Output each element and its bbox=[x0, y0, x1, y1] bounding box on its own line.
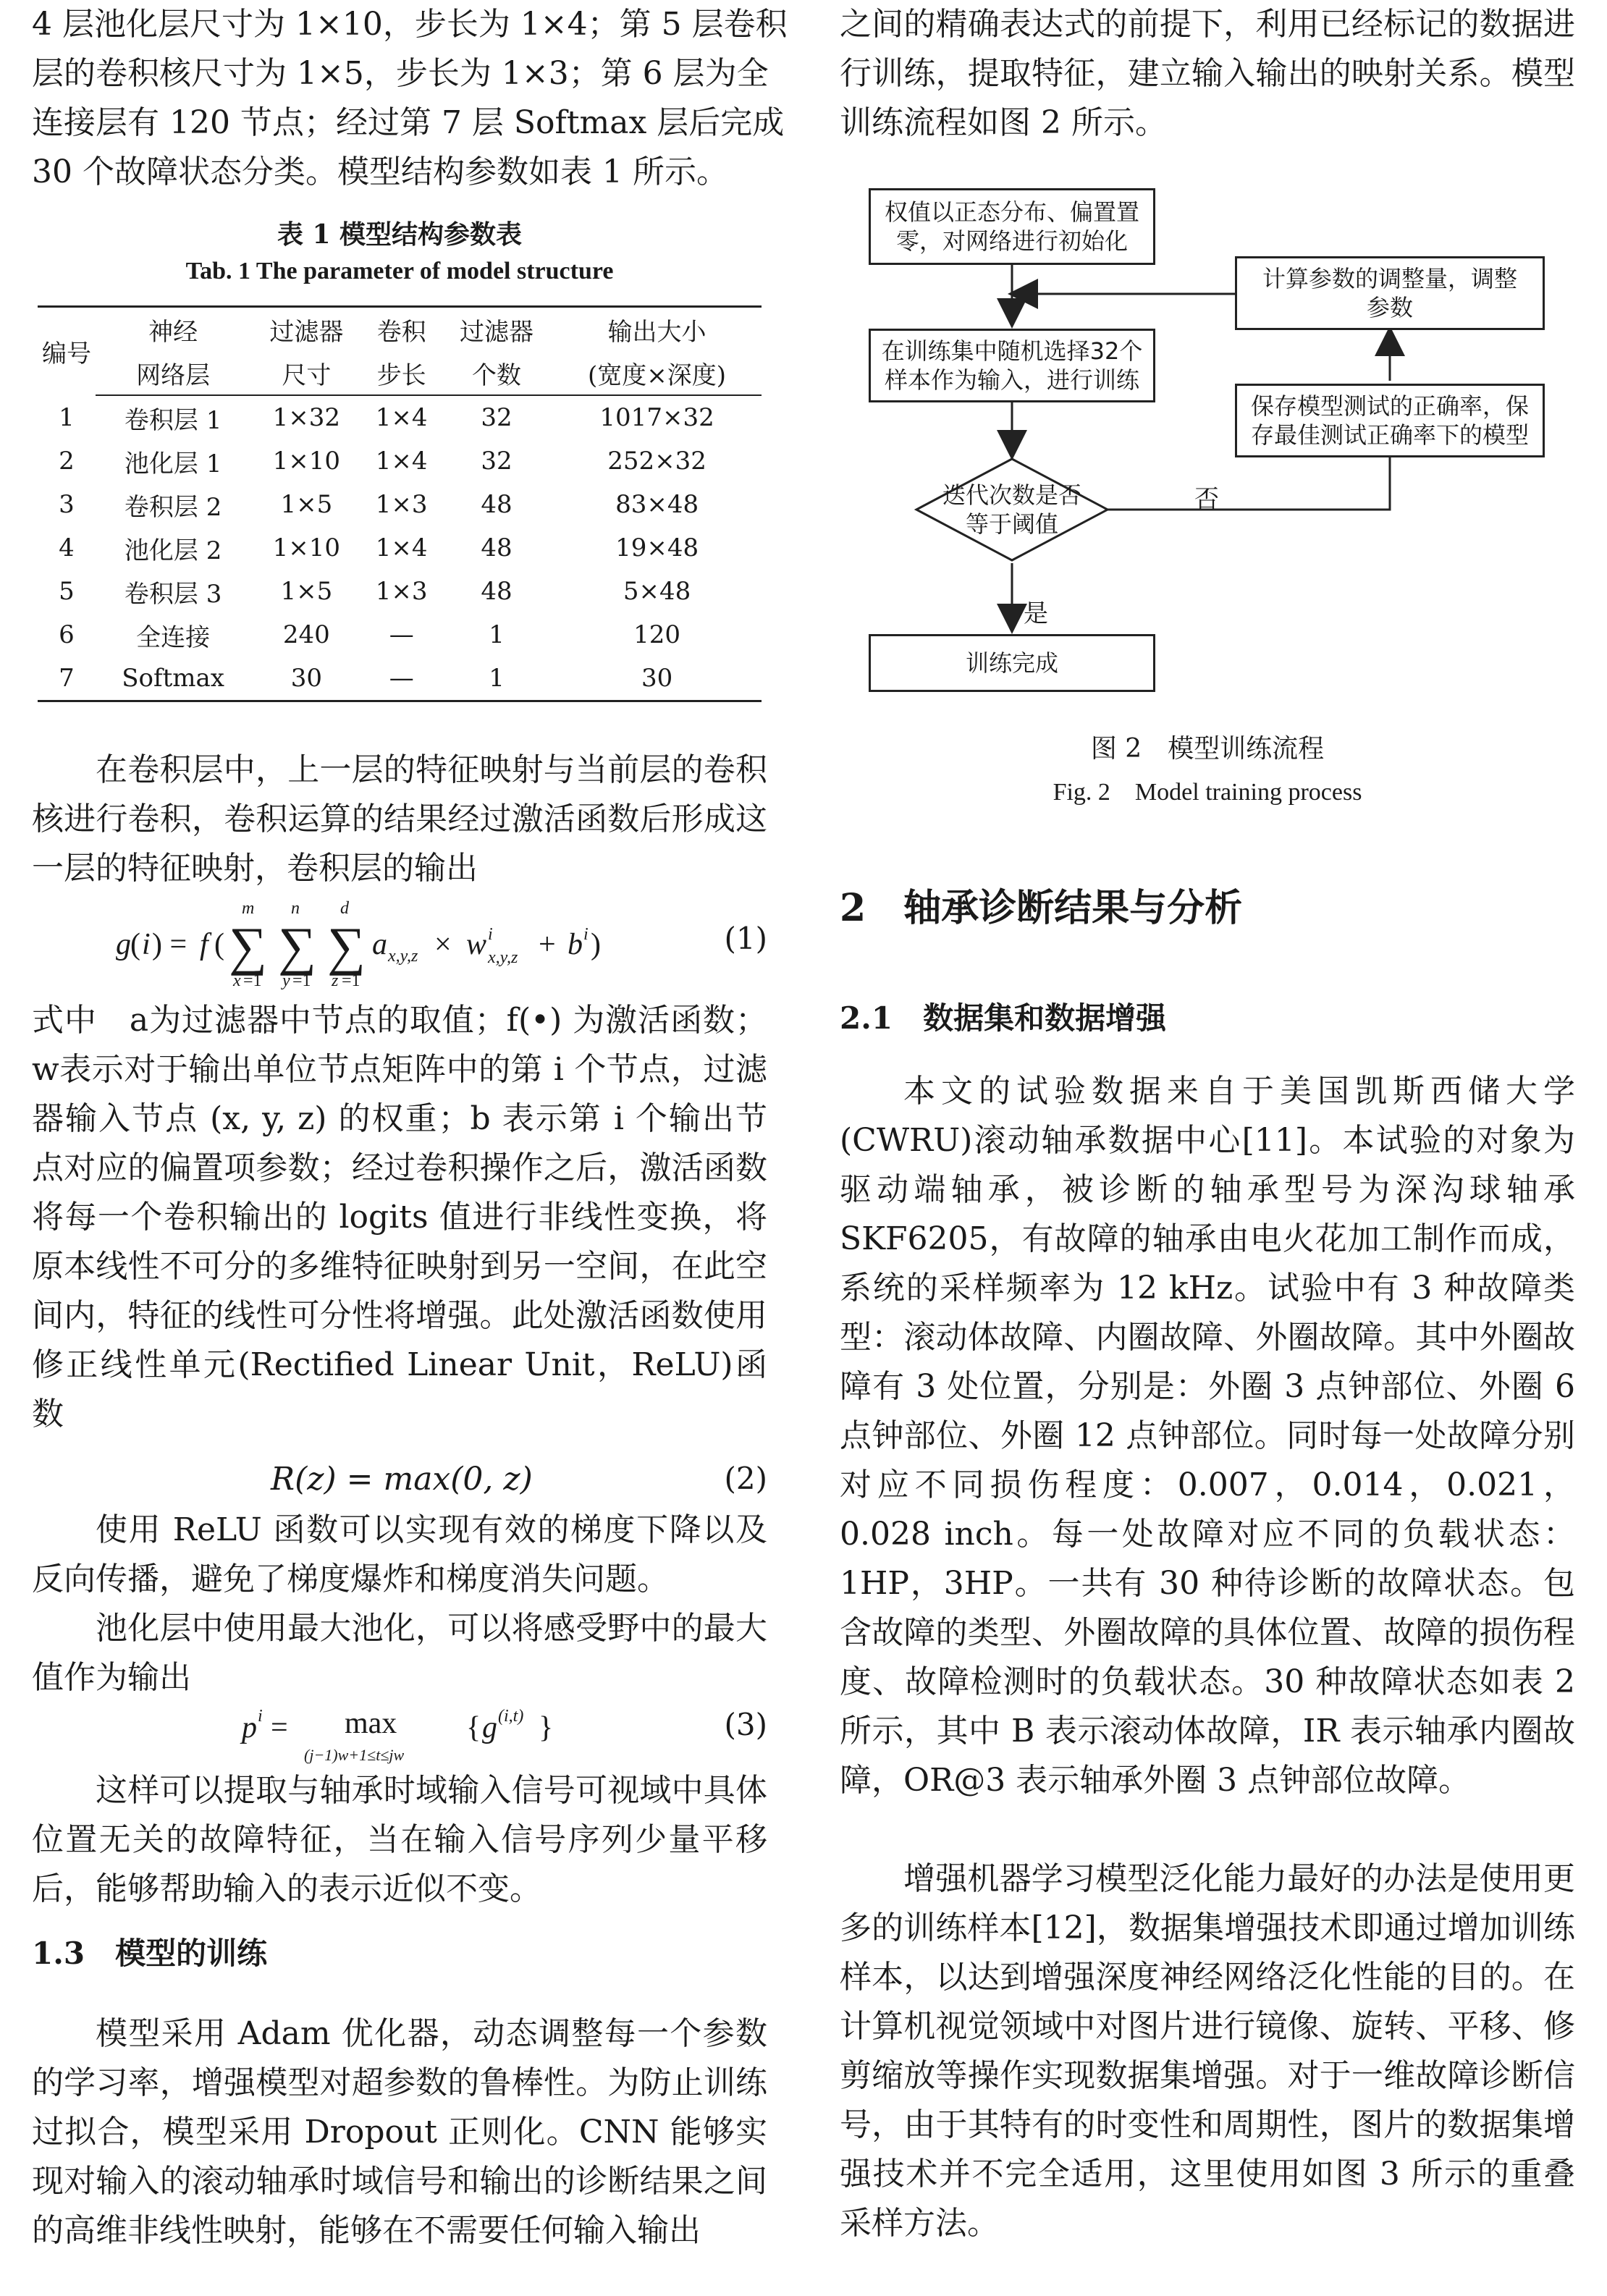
table-cell: 1×4 bbox=[375, 403, 428, 432]
paragraph: 之间的精确表达式的前提下，利用已经标记的数据进行训练，提取特征，建立输入输出的映射关系。模型训练流程如图 2 所示。 bbox=[840, 6, 1575, 141]
table-row bbox=[38, 439, 762, 483]
text-line: 连接层有 120 节点；经过第 7 层 Softmax 层后完成 bbox=[32, 104, 785, 141]
svg-text:i: i bbox=[258, 1707, 263, 1726]
svg-text:m: m bbox=[242, 899, 255, 918]
table-row bbox=[38, 613, 762, 657]
table-cell: 4 bbox=[59, 533, 75, 562]
table-cell: 1×5 bbox=[280, 577, 333, 606]
table-header-cell: 网络层 bbox=[96, 351, 250, 395]
yes-label: 是 bbox=[1024, 599, 1048, 628]
flow-text: 训练完成 bbox=[965, 649, 1058, 677]
table-cell: 3 bbox=[59, 490, 75, 519]
svg-text:(j−1)w+1≤t≤jw: (j−1)w+1≤t≤jw bbox=[304, 1746, 405, 1764]
svg-text:g: g bbox=[116, 928, 131, 961]
save-model-box bbox=[1235, 384, 1545, 457]
svg-text:x: x bbox=[233, 971, 241, 990]
table-header-cell: 步长 bbox=[362, 351, 441, 395]
dataset-paragraph bbox=[840, 1067, 1575, 1805]
text-line: 层的卷积核尺寸为 1×5，步长为 1×3；第 6 层为全 bbox=[32, 55, 769, 92]
table-cell: 5 bbox=[59, 577, 75, 606]
svg-text:∑: ∑ bbox=[278, 917, 316, 976]
table-cell: 6 bbox=[59, 620, 75, 649]
conv-paragraph bbox=[32, 746, 767, 893]
table-cell: 池化层 1 bbox=[124, 449, 222, 478]
table-cell: 32 bbox=[481, 403, 513, 432]
svg-text:n: n bbox=[291, 899, 300, 918]
flow-text: 迭代次数是否 bbox=[942, 481, 1082, 509]
flow-text: 参数 bbox=[1366, 294, 1413, 321]
svg-text:=: = bbox=[271, 1711, 288, 1744]
text-line: 4 层池化层尺寸为 1×10，步长为 1×4；第 5 层卷积 bbox=[32, 6, 788, 43]
paragraph: 增强机器学习模型泛化能力最好的办法是使用更多的训练样本[12]，数据集增强技术即通过增加训练样本，以达到增强深度神经网络泛化性能的目的。在计算机视觉领域中对图片进行镜像、旋转、平移、修剪缩放等操作实现数据集增强。对于一维故障诊断信号，由于其特有的时变性和周期性，图片的数据集增强技术并不完全适用，这里使用如图 3 所示的重叠采样方法。 bbox=[840, 1860, 1575, 2242]
section-heading-1-3: 1.3 模型的训练 bbox=[32, 1936, 268, 1971]
table-cell: 252×32 bbox=[607, 447, 707, 476]
table-cell: 30 bbox=[250, 657, 362, 701]
paragraph: 使用 ReLU 函数可以实现有效的梯度下降以及反向传播，避免了梯度爆炸和梯度消失问题。 bbox=[32, 1511, 767, 1598]
table1-title-en: Tab. 1 The parameter of model structure bbox=[185, 258, 614, 284]
svg-text:(i,t): (i,t) bbox=[498, 1707, 524, 1726]
table-header-cell: 卷积 bbox=[362, 307, 441, 352]
flow-text: 样本作为输入，进行训练 bbox=[884, 366, 1139, 394]
no-label: 否 bbox=[1194, 485, 1219, 514]
table-cell: 1×3 bbox=[375, 577, 428, 606]
section-heading-2: 2 轴承诊断结果与分析 bbox=[840, 886, 1243, 930]
table-header-cell: 神经 bbox=[96, 307, 250, 352]
paragraph: 式中 a为过滤器中节点的取值；f(•) 为激活函数；w表示对于输出单位节点矩阵中的第 i 个节点，过滤器输入节点 (x, y, z) 的权重；b 表示第 i 个输出节点对应的偏置项参数；经过卷积操作之后，激活函数将每一个卷积输出的 logits 值进行非线性变换，将原本线性不可分的多维特征映射到另一空间，在此空间内，特征的线性可分性将增强。此处激活函数使用修正线性单元(Rectified Linear Unit，ReLU)函数 bbox=[32, 1002, 767, 1432]
svg-text:{: { bbox=[466, 1711, 481, 1744]
done-box bbox=[869, 634, 1155, 692]
table-cell: — bbox=[362, 657, 441, 701]
svg-text:×: × bbox=[434, 928, 452, 961]
flow-text: 等于阈值 bbox=[965, 510, 1058, 538]
svg-text:z: z bbox=[332, 971, 339, 990]
table-cell: 1017×32 bbox=[599, 403, 714, 432]
flow-text: 零，对网络进行初始化 bbox=[895, 227, 1128, 255]
adjust-box bbox=[1235, 256, 1545, 330]
svg-text:i: i bbox=[142, 928, 151, 961]
relu-paragraph bbox=[32, 1506, 767, 1702]
svg-text:b: b bbox=[568, 928, 583, 961]
flow-text: 计算参数的调整量，调整 bbox=[1262, 265, 1517, 292]
svg-text:}: } bbox=[539, 1711, 554, 1744]
table-cell: 1×10 bbox=[272, 447, 341, 476]
paragraph: 这样可以提取与轴承时域输入信号可视域中具体位置无关的故障特征，当在输入信号序列少量平移后，能够帮助输入的表示近似不变。 bbox=[32, 1772, 767, 1907]
table-cell: 30 bbox=[552, 657, 762, 701]
equation-2 bbox=[32, 1456, 767, 1506]
svg-text:d: d bbox=[340, 899, 349, 918]
section-heading-2-1: 2.1 数据集和数据增强 bbox=[840, 1000, 1167, 1036]
svg-text:w: w bbox=[466, 928, 487, 961]
table-cell: 48 bbox=[481, 490, 513, 519]
table-cell: 1 bbox=[489, 620, 505, 649]
table-header-cell: (宽度×深度) bbox=[552, 351, 762, 395]
table-cell: 1×5 bbox=[280, 490, 333, 519]
table-cell: 5×48 bbox=[623, 577, 691, 606]
equation-2-text: R(z) = max(0, z) bbox=[271, 1461, 533, 1498]
table-row bbox=[38, 483, 762, 526]
svg-text:=1: =1 bbox=[342, 971, 360, 990]
pool-paragraph bbox=[32, 1766, 767, 1914]
equation-1 bbox=[32, 898, 767, 999]
table-cell: 19×48 bbox=[615, 533, 699, 562]
svg-text:g: g bbox=[482, 1711, 497, 1744]
init-box bbox=[869, 188, 1155, 265]
svg-text:f: f bbox=[200, 928, 208, 961]
flow-text: 在训练集中随机选择32个 bbox=[881, 337, 1143, 365]
augmentation-paragraph bbox=[840, 1854, 1575, 2248]
table-header-cell: 个数 bbox=[441, 351, 552, 395]
table-header-cell: 尺寸 bbox=[250, 351, 362, 395]
svg-text:a: a bbox=[372, 928, 387, 961]
select-samples-box bbox=[869, 329, 1155, 402]
table-row bbox=[38, 526, 762, 570]
svg-text:p: p bbox=[242, 1711, 257, 1744]
table-cell: 卷积层 2 bbox=[124, 492, 222, 522]
table-cell: 卷积层 3 bbox=[124, 579, 222, 609]
table-header-cell: 过滤器 bbox=[441, 307, 552, 352]
table-cell: 1×4 bbox=[375, 533, 428, 562]
table-cell: 1×10 bbox=[272, 533, 341, 562]
table-header-cell: 编号 bbox=[38, 307, 96, 396]
flow-text: 权值以正态分布、偏置置 bbox=[884, 198, 1139, 226]
table-cell: 1×32 bbox=[272, 403, 341, 432]
svg-text:∑: ∑ bbox=[229, 917, 267, 976]
eq1-description bbox=[32, 996, 767, 1439]
table-cell: Softmax bbox=[96, 657, 250, 701]
text-line: 30 个故障状态分类。模型结构参数如表 1 所示。 bbox=[32, 153, 728, 190]
svg-text:) =: ) = bbox=[152, 928, 187, 961]
svg-text:∑: ∑ bbox=[327, 917, 366, 976]
table-cell: 1 bbox=[59, 402, 75, 432]
fig2-caption-en: Fig. 2 Model training process bbox=[1053, 779, 1362, 806]
svg-text:=1: =1 bbox=[292, 971, 311, 990]
equation-3 bbox=[32, 1700, 767, 1772]
svg-text:x,y,z: x,y,z bbox=[488, 948, 518, 967]
decision-diamond bbox=[942, 481, 1081, 539]
table-cell: 池化层 2 bbox=[124, 536, 222, 565]
equation-number: (1) bbox=[724, 921, 767, 956]
table-cell: 240 bbox=[282, 620, 330, 649]
table-row bbox=[38, 570, 762, 613]
svg-text:max: max bbox=[345, 1707, 397, 1740]
table-cell: 全连接 bbox=[136, 622, 211, 652]
equation-number: (2) bbox=[724, 1461, 767, 1496]
paragraph: 本文的试验数据来自于美国凯斯西储大学(CWRU)滚动轴承数据中心[11]。本试验的对象为驱动端轴承，被诊断的轴承型号为深沟球轴承 SKF6205，有故障的轴承由电火花加工制作而成，系统的采样频率为 12 kHz。试验中有 3 种故障类型：滚动体故障、内圈故障、外圈故障。其中外圈故障有 3 处位置，分别是：外圈 3 点钟部位、外圈 6 点钟部位、外圈 12 点钟部位。同时每一处故障分别对应不同损伤程度：0.007，0.014，0.021，0.028 inch。每一处故障对应不同的负载状态：1HP，3HP。一共有 30 种待诊断的故障状态。包含故障的类型、外圈故障的具体位置、故障的损伤程度、故障检测时的负载状态。30 种故障状态如表 2 所示，其中 B 表示滚动体故障，IR 表示轴承内圈故障，OR@3 表示轴承外圈 3 点钟部位故障。 bbox=[840, 1073, 1575, 1799]
table-row bbox=[38, 395, 762, 439]
svg-text:=1: =1 bbox=[243, 971, 262, 990]
table-cell: 32 bbox=[481, 447, 513, 476]
table-cell: 7 bbox=[38, 657, 96, 701]
svg-text:+: + bbox=[539, 928, 556, 961]
svg-text:(: ( bbox=[130, 928, 140, 961]
flow-text: 保存模型测试的正确率，保 bbox=[1250, 392, 1529, 420]
fig2-caption-cn: 图 2 模型训练流程 bbox=[1090, 734, 1325, 764]
svg-text:x,y,z: x,y,z bbox=[388, 947, 418, 966]
svg-text:y: y bbox=[282, 971, 290, 990]
equation-3-graphic bbox=[32, 1700, 625, 1772]
equation-1-graphic bbox=[32, 898, 767, 999]
svg-text:(: ( bbox=[214, 928, 224, 961]
model-structure-table bbox=[38, 305, 762, 702]
table-cell: 48 bbox=[481, 533, 513, 562]
svg-text:i: i bbox=[488, 925, 493, 944]
training-flowchart bbox=[840, 181, 1575, 717]
table-cell: 卷积层 1 bbox=[124, 405, 222, 435]
table-header-cell: 过滤器 bbox=[250, 307, 362, 352]
table-row bbox=[38, 657, 762, 701]
table-cell: 2 bbox=[59, 447, 75, 476]
paragraph: 池化层中使用最大池化，可以将感受野中的最大值作为输出 bbox=[32, 1610, 767, 1696]
paragraph: 在卷积层中，上一层的特征映射与当前层的卷积核进行卷积，卷积运算的结果经过激活函数后形成这一层的特征映射，卷积层的输出 bbox=[32, 751, 767, 887]
table-cell: 120 bbox=[633, 620, 681, 649]
training-paragraph bbox=[32, 2009, 767, 2255]
paragraph: 模型采用 Adam 优化器，动态调整每一个参数的学习率，增强模型对超参数的鲁棒性。为防止训练过拟合，模型采用 Dropout 正则化。CNN 能够实现对输入的滚动轴承时域信号和输出的诊断结果之间的高维非线性映射，能够在不需要任何输入输出 bbox=[32, 2015, 767, 2249]
svg-text:i: i bbox=[583, 925, 589, 944]
top-paragraph bbox=[840, 0, 1575, 148]
flow-text: 存最佳测试正确率下的模型 bbox=[1250, 421, 1529, 449]
table1-title-cn: 表 1 模型结构参数表 bbox=[277, 219, 523, 250]
table-cell: — bbox=[389, 620, 414, 649]
table-cell: 83×48 bbox=[615, 490, 699, 519]
table-cell: 1 bbox=[441, 657, 552, 701]
table-cell: 1×4 bbox=[375, 447, 428, 476]
table-cell: 1×3 bbox=[375, 490, 428, 519]
table-header-cell: 输出大小 bbox=[552, 307, 762, 352]
table-cell: 48 bbox=[481, 577, 513, 606]
equation-number: (3) bbox=[724, 1707, 767, 1742]
svg-text:): ) bbox=[591, 928, 601, 961]
